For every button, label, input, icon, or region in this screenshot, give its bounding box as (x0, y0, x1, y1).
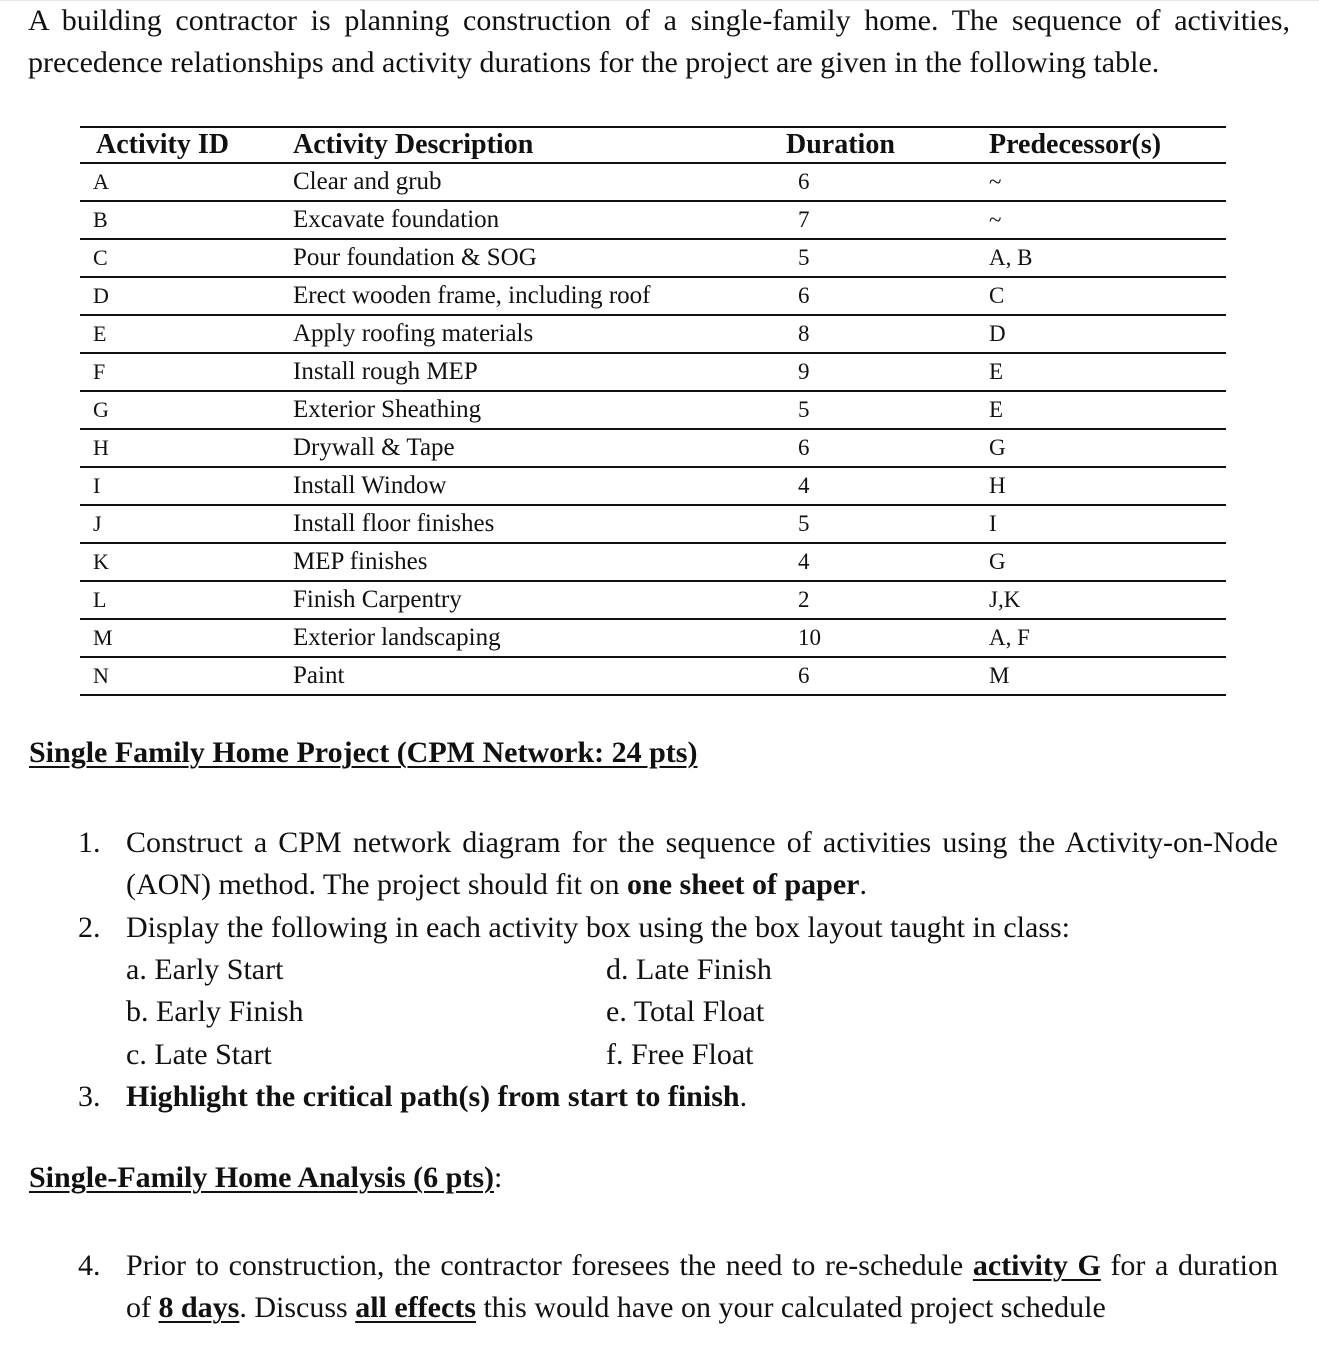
question-number: 3. (78, 1080, 101, 1113)
table-row (80, 505, 1226, 543)
question-number: 2. (78, 911, 101, 944)
list-item-early-start: a. Early Start (126, 953, 284, 986)
cell-description: Exterior Sheathing (293, 391, 783, 429)
cell-predecessors: I (973, 505, 1226, 543)
cell-predecessors: H (973, 467, 1226, 505)
cell-predecessors: E (973, 391, 1226, 429)
emphasis-8-days: 8 days (158, 1291, 240, 1324)
table-row (80, 619, 1226, 657)
table-row (80, 657, 1226, 695)
cell-description: Apply roofing materials (293, 315, 783, 353)
cell-predecessors: C (973, 277, 1226, 315)
table-row (80, 163, 1226, 201)
table-row (80, 277, 1226, 315)
section-title-analysis: Single-Family Home Analysis (6 pts): (29, 1161, 503, 1194)
table-header-row (80, 127, 1226, 163)
cell-predecessors: ~ (973, 201, 1226, 239)
cell-description: MEP finishes (293, 543, 783, 581)
table-row (80, 353, 1226, 391)
cell-predecessors: G (973, 429, 1226, 467)
cell-duration: 5 (783, 239, 973, 277)
question-4: 4. Prior to construction, the contractor foresees the need to re-schedule activity G for a duration of 8 days. Discuss all effects this would have on your calculated project schedule (78, 1245, 1278, 1329)
table-row (80, 239, 1226, 277)
cell-description: Exterior landscaping (293, 619, 783, 657)
table-row (80, 201, 1226, 239)
table-row (80, 315, 1226, 353)
cell-description: Pour foundation & SOG (293, 239, 783, 277)
list-item-early-finish: b. Early Finish (126, 995, 304, 1028)
question-number: 4. (78, 1249, 101, 1282)
cell-activity-id: N (80, 657, 293, 695)
cell-description: Finish Carpentry (293, 581, 783, 619)
header-predecessors: Predecessor(s) (973, 127, 1226, 163)
cell-duration: 5 (783, 391, 973, 429)
cell-duration: 6 (783, 277, 973, 315)
activity-table (80, 126, 1226, 696)
cell-predecessors: M (973, 657, 1226, 695)
cell-description: Erect wooden frame, including roof (293, 277, 783, 315)
question-2 (78, 907, 1278, 949)
cell-activity-id: K (80, 543, 293, 581)
cell-description: Clear and grub (293, 163, 783, 201)
cell-predecessors: A, B (973, 239, 1226, 277)
cell-predecessors: D (973, 315, 1226, 353)
cell-activity-id: H (80, 429, 293, 467)
intro-paragraph: A building contractor is planning construction of a single-family home. The sequence of activities, precedence relationships and activity durations for the project are given in the following table. (28, 4, 1290, 79)
emphasis-activity-g: activity G (972, 1249, 1101, 1282)
question-text: Highlight the critical path(s) from start to finish (126, 1080, 740, 1113)
cell-activity-id: I (80, 467, 293, 505)
table-row (80, 543, 1226, 581)
cell-activity-id: B (80, 201, 293, 239)
cell-activity-id: L (80, 581, 293, 619)
cell-activity-id: F (80, 353, 293, 391)
cell-duration: 9 (783, 353, 973, 391)
table-row (80, 581, 1226, 619)
table-body (80, 163, 1226, 695)
list-item-late-start: c. Late Start (126, 1038, 272, 1071)
table-row (80, 391, 1226, 429)
cell-duration: 7 (783, 201, 973, 239)
cell-activity-id: J (80, 505, 293, 543)
cell-description: Install Window (293, 467, 783, 505)
cell-predecessors: G (973, 543, 1226, 581)
header-activity-id: Activity ID (80, 127, 293, 163)
cell-predecessors: E (973, 353, 1226, 391)
cell-description: Excavate foundation (293, 201, 783, 239)
cell-activity-id: C (80, 239, 293, 277)
cell-predecessors: A, F (973, 619, 1226, 657)
cell-activity-id: A (80, 163, 293, 201)
cell-duration: 8 (783, 315, 973, 353)
question-emphasis: one sheet of paper (627, 868, 860, 901)
list-item-free-float: f. Free Float (606, 1038, 754, 1071)
cell-duration: 4 (783, 543, 973, 581)
question-3: 3. Highlight the critical path(s) from start to finish. (78, 1076, 1278, 1118)
cell-duration: 4 (783, 467, 973, 505)
cell-activity-id: M (80, 619, 293, 657)
section-title-cpm: Single Family Home Project (CPM Network: 24 pts) (29, 736, 698, 769)
cell-description: Install rough MEP (293, 353, 783, 391)
cell-activity-id: D (80, 277, 293, 315)
cell-duration: 6 (783, 429, 973, 467)
cell-description: Drywall & Tape (293, 429, 783, 467)
cell-description: Paint (293, 657, 783, 695)
cell-duration: 6 (783, 657, 973, 695)
header-activity-description: Activity Description (293, 127, 783, 163)
cell-description: Install floor finishes (293, 505, 783, 543)
question-text: Display the following in each activity box using the box layout taught in class: (126, 911, 1071, 944)
cell-duration: 5 (783, 505, 973, 543)
cell-duration: 10 (783, 619, 973, 657)
question-1: 1. Construct a CPM network diagram for the sequence of activities using the Activity-on-Node (AON) method. The project should fit on one sheet of paper. (78, 822, 1278, 906)
cell-predecessors: ~ (973, 163, 1226, 201)
table-row (80, 467, 1226, 505)
list-item-total-float: e. Total Float (606, 995, 765, 1028)
cell-duration: 2 (783, 581, 973, 619)
cell-activity-id: G (80, 391, 293, 429)
question-number: 1. (78, 826, 101, 859)
list-item-late-finish: d. Late Finish (606, 953, 772, 986)
cell-predecessors: J,K (973, 581, 1226, 619)
table-row (80, 429, 1226, 467)
cell-duration: 6 (783, 163, 973, 201)
header-duration: Duration (783, 127, 973, 163)
question-text: Construct a CPM network diagram for the sequence of activities using the Activity-on-Node (AON) method. The project should fit on (126, 826, 1278, 901)
cell-activity-id: E (80, 315, 293, 353)
emphasis-all-effects: all effects (355, 1291, 476, 1324)
